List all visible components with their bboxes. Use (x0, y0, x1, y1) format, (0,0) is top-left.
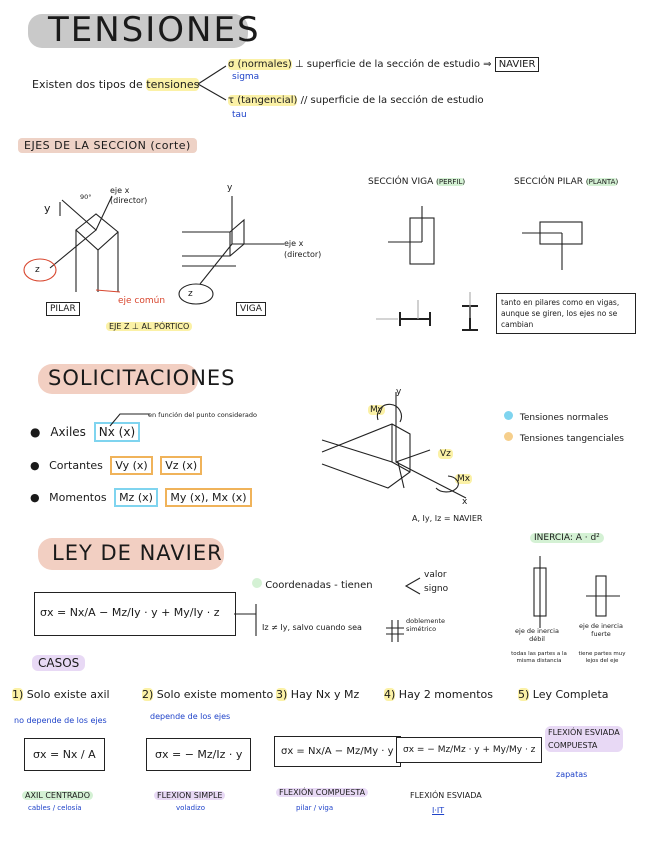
valor-label: valor (424, 570, 447, 580)
legend-normal (504, 411, 608, 423)
caso-4-formula: σx = − Mz/Mz · y + My/My · z (396, 737, 542, 763)
fig-mx-label: Mx (457, 474, 471, 484)
fig-y-label: y (396, 387, 402, 397)
intro-lead-text: Existen dos tipos de (32, 78, 143, 91)
caso-1-formula: σx = Nx / A (24, 738, 105, 771)
caso-3-formula: σx = Nx/A − Mz/My · y (274, 736, 401, 767)
caso-4-text: Hay 2 momentos (398, 688, 493, 701)
i-section-v (462, 306, 478, 330)
solicitaciones-heading: SOLICITACIONES (48, 366, 236, 390)
solicitaciones-beam (322, 392, 466, 498)
bullet-icon: ● (30, 491, 40, 504)
casos-heading: CASOS (32, 655, 85, 671)
pilar-z-label: z (35, 265, 40, 275)
deg90-label: 90° (80, 193, 92, 201)
caso-1-sub: no depende de los ejes (14, 716, 107, 725)
coords-label: Coordenadas - tienen (265, 580, 373, 591)
vy-box: Vy (x) (110, 456, 152, 475)
pilar-drawing (24, 196, 118, 292)
cortantes-row (30, 459, 202, 472)
bullet-icon: ● (30, 459, 40, 472)
my-mx-box: My (x), Mx (x) (165, 488, 251, 507)
caso-4-label: FLEXIÓN ESVIADA (410, 791, 482, 800)
caso-5-title (518, 688, 609, 701)
nx-box: Nx (x) (94, 422, 140, 442)
doblemente-note: doblemente simétrico (406, 617, 446, 633)
navier-formula: σx = Nx/A − Mz/Iy · y + My/Iy · z (40, 606, 220, 619)
signo-label: signo (424, 584, 449, 594)
caso-5-num: 5) (518, 688, 530, 701)
caso-4-sub2: I·IT (432, 806, 445, 815)
intro-lead-highlight: tensiones (146, 78, 200, 91)
sigma-desc: ⊥ superficie de la sección de estudio ⇒ (294, 59, 492, 70)
navier-heading: LEY DE NAVIER (52, 541, 223, 565)
seccion-pilar-title (514, 177, 618, 187)
intro-brace (198, 66, 226, 100)
eje-debil-label: eje de inercia débil (515, 627, 559, 643)
caso-1-title (12, 688, 110, 701)
seccion-viga-title (368, 177, 465, 187)
tau-word: tau (232, 110, 247, 120)
caso-3-num: 3) (276, 688, 288, 701)
caso-2-formula: σx = − Mz/Iz · y (146, 738, 251, 771)
eje-z-portico: EJE Z ⊥ AL PÓRTICO (106, 322, 192, 331)
legend-tang (504, 432, 624, 444)
viga-y-label: y (227, 183, 233, 193)
eje-comun-label: eje común (118, 296, 166, 306)
caso-2-label: FLEXION SIMPLE (154, 791, 225, 800)
coords-row (252, 578, 373, 591)
doblemente-icon (386, 620, 404, 642)
caso-1-text: Solo existe axil (26, 688, 110, 701)
caso-3-text: Hay Nx y Mz (290, 688, 360, 701)
pilar-box: PILAR (46, 302, 80, 316)
bullet-icon: ● (30, 425, 41, 439)
inercia-rect-debil (534, 568, 546, 616)
caso-1-sub2: cables / celosía (28, 804, 82, 812)
fig-my-label: My (370, 405, 384, 415)
legend-tang-dot (504, 432, 513, 441)
caso-2-title (142, 688, 273, 701)
caso-4-num: 4) (384, 688, 396, 701)
caso-2-num: 2) (142, 688, 154, 701)
navier-box: NAVIER (495, 57, 540, 72)
seccion-pilar-label: SECCIÓN PILAR (514, 177, 584, 187)
inercia-rect-fuerte (596, 576, 606, 616)
caso-5-text: Ley Completa (532, 688, 609, 701)
intro-tau-line (228, 95, 484, 106)
caso-3-sub2: pilar / viga (296, 804, 334, 812)
planta-label: (PLANTA) (585, 178, 619, 186)
viga-box: VIGA (236, 302, 266, 316)
caso-2-text: Solo existe momento (156, 688, 274, 701)
momentos-row (30, 491, 252, 504)
caso-3-label: FLEXIÓN COMPUESTA (276, 788, 368, 797)
intro-sigma-line (228, 59, 539, 70)
sigma-label: σ (normales) (228, 59, 292, 70)
legend-normal-dot (504, 411, 513, 420)
sigma-word: sigma (232, 72, 260, 82)
caso-5-label: FLEXIÓN ESVIADA COMPUESTA (545, 726, 623, 752)
caso-3-title (276, 688, 359, 701)
eje-x-director-label: eje x (director) (110, 186, 148, 205)
fig-x-label: x (462, 497, 468, 507)
viga-eje-x-label: eje x (director) (284, 239, 322, 259)
caso-2-sub: depende de los ejes (150, 712, 231, 721)
fig-vz-label: Vz (440, 449, 451, 459)
momentos-label: Momentos (49, 491, 107, 504)
iz-iy-note: Iz ≠ Iy, salvo cuando sea (262, 623, 362, 632)
viga-z-label: z (188, 289, 193, 299)
ejes-heading: EJES DE LA SECCION (corte) (18, 138, 197, 153)
axiles-label: Axiles (50, 425, 86, 439)
intro-lead (32, 78, 199, 91)
nota-fuerte: tiene partes muy lejos del eje (578, 651, 626, 664)
mz-box: Mz (x) (114, 488, 158, 507)
nx-note: en función del punto considerado (148, 411, 257, 419)
page-title: TENSIONES (48, 10, 261, 50)
fig-navier-note: A, Iy, Iz = NAVIER (412, 514, 483, 523)
nota-debil: todas las partes a la misma distancia (511, 651, 567, 664)
seccion-viga-rect (410, 218, 434, 264)
perfil-label: (PERFIL) (436, 178, 466, 186)
axiles-row (30, 425, 140, 439)
i-section-h (400, 312, 430, 326)
caso-4-title (384, 688, 493, 701)
inercia-label: INERCIA: A · d² (530, 533, 604, 543)
ejes-note-box: tanto en pilares como en vigas, aunque se giren, los ejes no se cambian (496, 293, 636, 334)
caso-1-num: 1) (12, 688, 24, 701)
eje-fuerte-label: eje de inercia fuerte (579, 622, 623, 638)
cortantes-label: Cortantes (49, 459, 103, 472)
pilar-y-label: y (44, 202, 51, 215)
tau-desc: // superficie de la sección de estudio (300, 95, 484, 106)
seccion-viga-label: SECCIÓN VIGA (368, 177, 434, 187)
vz-box: Vz (x) (160, 456, 202, 475)
tau-label: τ (tangencial) (228, 95, 298, 106)
legend-tang-label: Tensiones tangenciales (519, 434, 624, 444)
legend-normal-label: Tensiones normales (519, 413, 609, 423)
seccion-pilar-rect (540, 222, 582, 244)
caso-5-sub2: zapatas (556, 770, 588, 779)
green-dot-icon (252, 578, 262, 588)
viga-drawing (179, 196, 284, 304)
caso-1-label: AXIL CENTRADO (22, 791, 93, 800)
caso-2-sub2: voladizo (176, 804, 206, 812)
